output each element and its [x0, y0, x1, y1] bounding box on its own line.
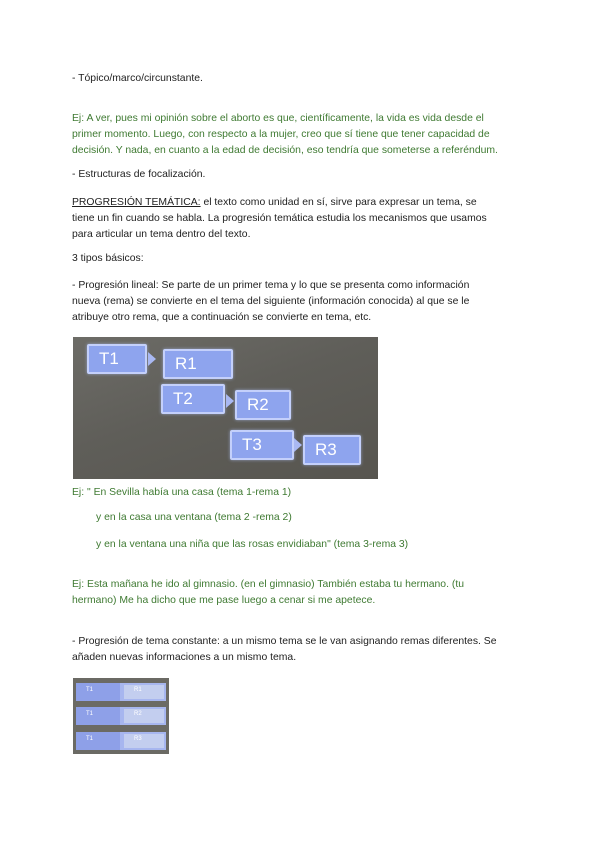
arrow-right-icon [226, 394, 234, 408]
constante-paragraph [72, 634, 528, 666]
ej-gimnasio-line-1: Ej: Esta mañana he ido al gimnasio. (en el gimnasio) También estaba tu hermano. (tu [72, 579, 464, 590]
arrow-right-icon [148, 352, 156, 366]
ej-ventana-line: y en la ventana una niña que las rosas envidiaban" (tema 3-rema 3) [96, 539, 409, 550]
estructuras-line: - Estructuras de focalización. [72, 169, 206, 180]
ej-aborto-line-1: Ej: A ver, pues mi opinión sobre el aborto es que, científicamente, la vida es vida desde el [72, 113, 484, 124]
linear-progression-photo [73, 337, 378, 479]
progresion-paragraph [72, 195, 528, 243]
constant-theme-1: T1 [86, 687, 94, 693]
progresion-line-3: para articular un tema dentro del texto. [72, 229, 251, 240]
constant-row-2 [76, 707, 166, 725]
diagram-card-r3: R3 [303, 435, 361, 465]
progresion-line-2: tiene un fin cuando se habla. La progresión temática estudia los mecanismos que usamos [72, 213, 487, 224]
constant-theme-photo [73, 678, 169, 754]
lineal-line-1: - Progresión lineal: Se parte de un primer tema y lo que se presenta como información [72, 280, 470, 291]
progresion-heading: PROGRESIÓN TEMÁTICA: [72, 197, 201, 208]
ej-aborto-line-3: decisión. Y nada, en cuanto a la edad de decisión, eso tendría que someterse a referéndum. [72, 145, 498, 156]
constant-rema-2: R2 [134, 711, 142, 717]
constant-row-3 [76, 732, 166, 750]
constant-rema-1: R1 [134, 687, 142, 693]
constante-line-1: - Progresión de tema constante: a un mismo tema se le van asignando remas diferentes. Se [72, 636, 497, 647]
ej-gimnasio-paragraph [72, 577, 528, 609]
ej-aborto-line-2: primer momento. Luego, con respecto a la mujer, creo que sí tiene que tener capacidad de [72, 129, 490, 140]
constante-line-2: añaden nuevas informaciones a un mismo tema. [72, 652, 297, 663]
tipos-line: 3 tipos básicos: [72, 253, 144, 264]
lineal-line-2: nueva (rema) se convierte en el tema del siguiente (información conocida) al que se le [72, 296, 470, 307]
constant-row-1 [76, 683, 166, 701]
lineal-line-3: atribuye otro rema, que a continuación se convierte en tema, etc. [72, 312, 372, 323]
arrow-right-icon [294, 438, 302, 452]
ej-casa-line: y en la casa una ventana (tema 2 -rema 2) [96, 512, 292, 523]
diagram-card-t2: T2 [161, 384, 225, 414]
topico-line: - Tópico/marco/circunstante. [72, 73, 203, 84]
diagram-card-t1: T1 [87, 344, 147, 374]
constant-theme-2: T1 [86, 711, 94, 717]
ej-aborto-paragraph [72, 111, 528, 159]
ej-gimnasio-line-2: hermano) Me ha dicho que me pase luego a cenar si me apetece. [72, 595, 376, 606]
diagram-card-r1: R1 [163, 349, 233, 379]
ej-sevilla-line: Ej: " En Sevilla había una casa (tema 1-rema 1) [72, 487, 292, 498]
constant-rema-3: R3 [134, 736, 142, 742]
progresion-line-1: el texto como unidad en sí, sirve para expresar un tema, se [200, 197, 477, 208]
constant-theme-3: T1 [86, 736, 94, 742]
diagram-card-t3: T3 [230, 430, 294, 460]
diagram-card-r2: R2 [235, 390, 291, 420]
lineal-paragraph [72, 278, 528, 326]
